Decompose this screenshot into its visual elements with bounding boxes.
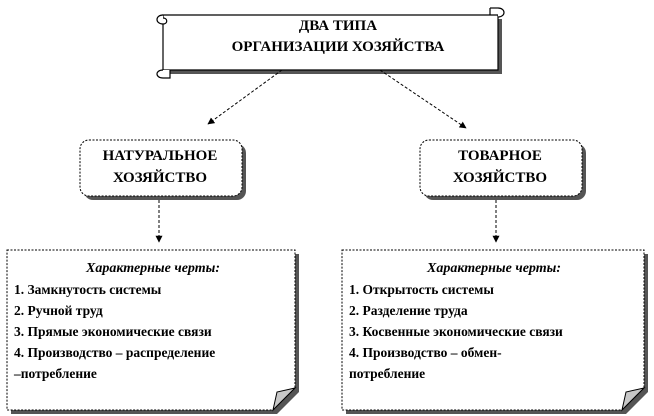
natural-feature-item: 1. Замкнутость системы — [14, 282, 162, 297]
commodity-features-list — [349, 258, 639, 384]
arrow-to-natural — [208, 70, 282, 124]
commodity-feature-item: потребление — [349, 366, 426, 381]
commodity-title-line-2: ХОЗЯЙСТВО — [452, 170, 548, 186]
commodity-feature-item: 3. Косвенные экономические связи — [349, 324, 563, 339]
natural-economy-title — [80, 145, 240, 189]
natural-feature-item: –потребление — [14, 366, 97, 381]
commodity-feature-item: 4. Производство – обмен- — [349, 345, 502, 360]
natural-title-line-1: НАТУРАЛЬНОЕ — [102, 148, 218, 164]
commodity-features-header: Характерные черты: — [426, 261, 561, 276]
commodity-title-line-1: ТОВАРНОЕ — [458, 148, 542, 164]
arrow-to-commodity — [380, 70, 466, 128]
natural-features-header: Характерные черты: — [85, 261, 220, 276]
title-line-2: ОРГАНИЗАЦИИ ХОЗЯЙСТВА — [231, 39, 445, 55]
commodity-feature-item: 2. Разделение труда — [349, 303, 468, 318]
natural-features-list — [14, 258, 292, 384]
natural-feature-item: 2. Ручной труд — [14, 303, 103, 318]
diagram-title — [168, 16, 508, 58]
commodity-economy-title — [420, 145, 580, 189]
commodity-feature-item: 1. Открытость системы — [349, 282, 494, 297]
natural-title-line-2: ХОЗЯЙСТВО — [112, 170, 208, 186]
natural-feature-item: 3. Прямые экономические связи — [14, 324, 212, 339]
title-line-1: ДВА ТИПА — [298, 18, 378, 34]
natural-feature-item: 4. Производство – распределение — [14, 345, 216, 360]
